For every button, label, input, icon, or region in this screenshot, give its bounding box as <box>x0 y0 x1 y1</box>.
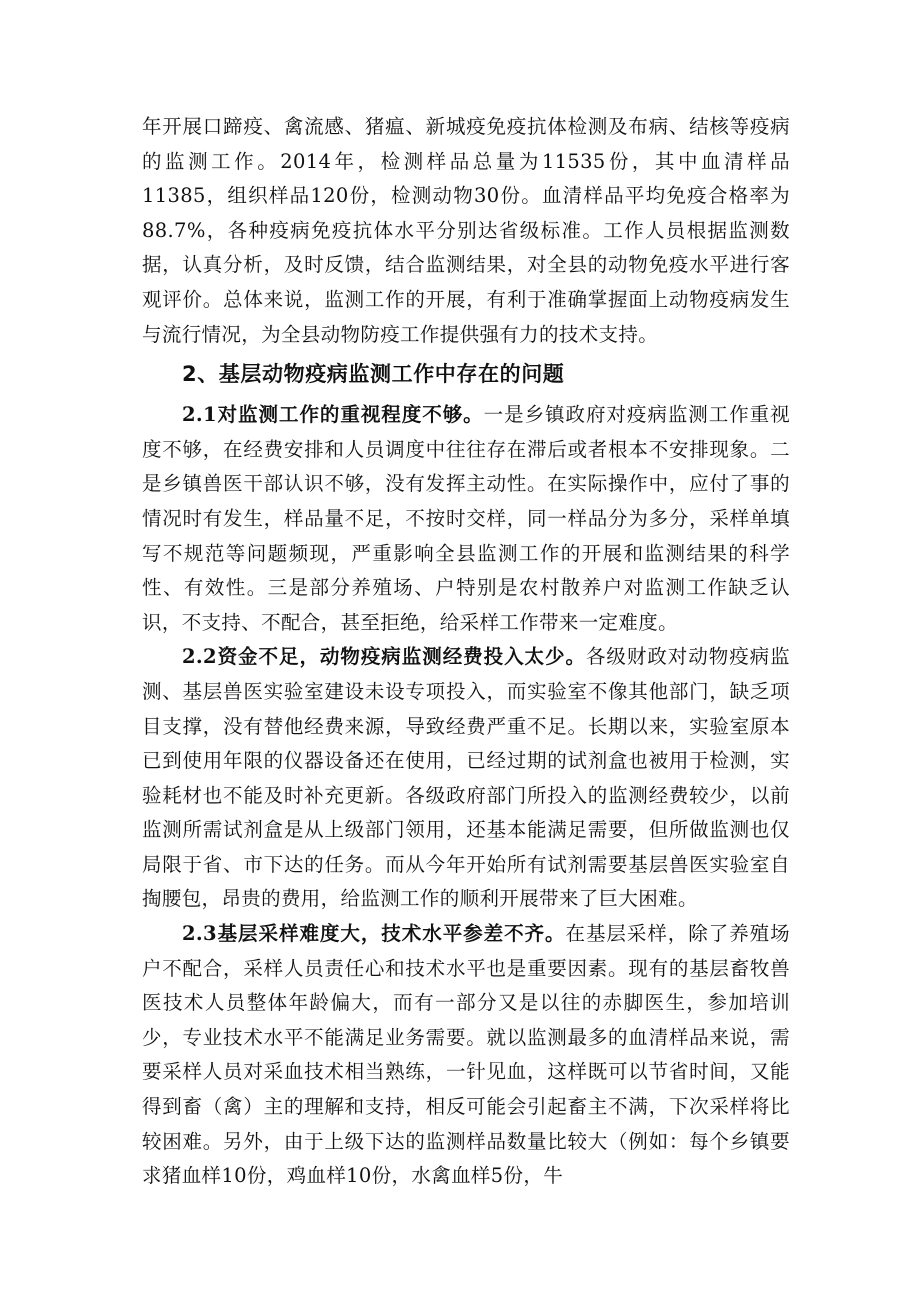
section-heading: 2、基层动物疫病监测工作中存在的问题 <box>182 362 565 387</box>
section-2-2-body: 各级财政对动物疫病监测、基层兽医实验室建设未设专项投入，而实验室不像其他部门，缺乏项目支撑，没有替他经费来源，导致经费严重不足。长期以来，实验室原本已到使用年限的仪器设备还在使用，已经过期的试剂盒也被用于检测，实验耗材也不能及时补充更新。各级政府部门所投入的监测经费较少，以前监测所需试剂盒是从上级部门领用，还基本能满足需要，但所做监测也仅局限于省、市下达的任务。而从今年开始所有试剂需要基层兽医实验室自掏腰包，昂贵的费用，给监测工作的顺利开展带来了巨大困难。 <box>142 645 790 911</box>
section-2-2-lead: 2.2资金不足，动物疫病监测经费投入太少。 <box>182 645 586 669</box>
document-page <box>142 110 790 1194</box>
section-2-3-body: 在基层采样，除了养殖场户不配合，采样人员责任心和技术水平也是重要因素。现有的基层畜牧兽医技术人员整体年龄偏大，而有一部分又是以往的赤脚医生，参加培训少，专业技术水平不能满足业务需要。就以监测最多的血清样品来说，需要采样人员对采血技术相当熟练，一针见血，这样既可以节省时间，又能得到畜（禽）主的理解和支持，相反可能会引起畜主不满，下次采样将比较困难。另外，由于上级下达的监测样品数量比较大（例如：每个乡镇要求猪血样10份，鸡血样10份，水禽血样5份，牛 <box>142 922 790 1188</box>
intro-paragraph: 年开展口蹄疫、禽流感、猪瘟、新城疫免疫抗体检测及布病、结核等疫病的监测工作。2014年，检测样品总量为11535份，其中血清样品11385，组织样品120份，检测动物30份。血清样品平均免疫合格率为88.7%，各种疫病免疫抗体水平分别达省级标准。工作人员根据监测数据，认真分析，及时反馈，结合监测结果，对全县的动物免疫水平进行客观评价。总体来说，监测工作的开展，有利于准确掌握面上动物疫病发生与流行情况，为全县动物防疫工作提供强有力的技术支持。 <box>142 115 790 346</box>
section-2-3-lead: 2.3基层采样难度大，技术水平参差不齐。 <box>182 922 566 946</box>
section-2-1-body: 一是乡镇政府对疫病监测工作重视度不够，在经费安排和人员调度中往往存在滞后或者根本不安排现象。二是乡镇兽医干部认识不够，没有发挥主动性。在实际操作中，应付了事的情况时有发生，样品量不足，不按时交样，同一样品分为多分，采样单填写不规范等问题频现，严重影响全县监测工作的开展和监测结果的科学性、有效性。三是部分养殖场、户特别是农村散养户对监测工作缺乏认识，不支持、不配合，甚至拒绝，给采样工作带来一定难度。 <box>142 403 790 634</box>
section-2-2-paragraph <box>142 640 790 917</box>
section-2-3-paragraph <box>142 917 790 1194</box>
section-2-1-lead: 2.1对监测工作的重视程度不够。 <box>182 403 484 427</box>
section-2-1-paragraph <box>142 398 790 640</box>
